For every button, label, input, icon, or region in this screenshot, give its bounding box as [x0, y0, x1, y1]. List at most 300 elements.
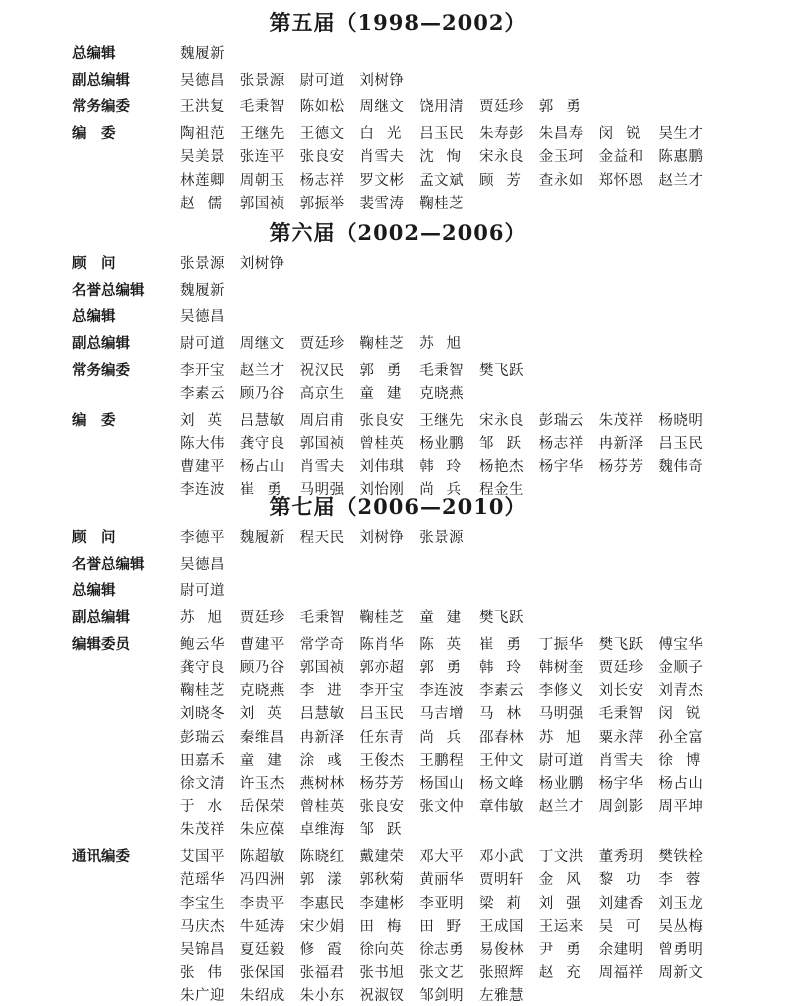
- role-label: 总编辑: [72, 45, 116, 62]
- name-row: [180, 434, 718, 454]
- member-name: 王鹏程: [419, 752, 465, 769]
- member-name: 鞠桂芝: [419, 195, 465, 212]
- member-name: 李建彬: [359, 895, 405, 912]
- member-name: 程天民: [299, 530, 345, 546]
- member-name: 郑怀恩: [598, 172, 644, 189]
- member-name: 陈惠鹏: [658, 149, 704, 166]
- member-name: 吴生才: [658, 126, 704, 143]
- member-name: 李连波: [419, 683, 465, 700]
- member-name: 李宝生: [180, 895, 225, 912]
- name-row: [180, 940, 718, 960]
- member-name: 田梅: [359, 918, 415, 935]
- name-row: [180, 608, 718, 628]
- member-name: 李亚明: [419, 895, 465, 912]
- member-name: 郭漾: [299, 872, 355, 889]
- member-name: 张景源: [419, 530, 465, 546]
- member-name: 刘青杰: [658, 683, 704, 700]
- name-row: [180, 281, 718, 301]
- member-name: 王继先: [419, 412, 465, 429]
- member-name: 闵锐: [598, 126, 654, 143]
- member-name: 杨业鹏: [419, 435, 465, 452]
- member-name: 刘英: [180, 412, 235, 429]
- member-name: 吴锦昌: [180, 941, 225, 958]
- name-row: [180, 963, 718, 983]
- member-name: 卓维海: [299, 822, 345, 839]
- member-name: 郭国祯: [299, 435, 345, 452]
- member-name: 杨芬芳: [359, 776, 405, 792]
- member-name: 陈晓红: [299, 849, 345, 866]
- member-name: 粟永萍: [598, 729, 644, 746]
- member-name: 闵锐: [658, 706, 714, 723]
- member-name: 吴德昌: [180, 72, 225, 89]
- member-name: 郭国祯: [299, 660, 345, 676]
- member-name: 曾桂英: [359, 435, 405, 452]
- member-name: 刘英: [239, 706, 295, 723]
- member-name: 魏履新: [239, 530, 285, 546]
- member-name: 李进: [299, 683, 355, 700]
- member-name: 徐文清: [180, 776, 225, 792]
- member-name: 肖雪夫: [359, 149, 405, 166]
- member-name: 杨宇华: [538, 459, 584, 476]
- name-row: [180, 820, 718, 840]
- name-row: [180, 307, 718, 327]
- member-name: 刘树铮: [359, 72, 405, 89]
- name-row: [180, 581, 718, 601]
- member-name: 周朝玉: [239, 172, 285, 189]
- role-label: 名誉总编辑: [72, 281, 145, 299]
- member-name: 吴可: [598, 918, 654, 935]
- member-name: 马庆杰: [180, 918, 225, 935]
- member-name: 祝汉民: [299, 362, 345, 379]
- member-name: 高京生: [299, 386, 345, 402]
- member-name: 周福祥: [598, 965, 644, 982]
- member-name: 常学奇: [299, 636, 345, 653]
- member-name: 刘玉龙: [658, 895, 704, 912]
- member-name: 周平坤: [658, 799, 704, 816]
- member-name: 尹勇: [538, 941, 594, 958]
- member-name: 魏履新: [180, 282, 225, 299]
- member-name: 吕玉民: [359, 706, 405, 723]
- member-name: 彭瑞云: [538, 412, 584, 429]
- member-name: 朱昌寿: [538, 126, 584, 143]
- member-name: 刘强: [538, 895, 594, 912]
- member-name: 赵儒: [180, 195, 235, 212]
- member-name: 贾明轩: [479, 872, 524, 889]
- member-name: 徐向英: [359, 941, 405, 958]
- member-name: 郭勇: [359, 362, 415, 379]
- role-label: 总编辑: [72, 582, 116, 600]
- name-row: [180, 147, 718, 167]
- member-name: 徐志勇: [419, 941, 465, 958]
- member-name: 张良安: [359, 799, 405, 816]
- member-name: 朱应葆: [239, 822, 285, 839]
- member-name: 吴德昌: [180, 309, 225, 326]
- member-name: 张景源: [180, 256, 225, 272]
- member-name: 李贵平: [239, 895, 285, 912]
- member-name: 吕慧敏: [299, 706, 345, 723]
- member-name: 程金生: [479, 482, 524, 499]
- name-row: [180, 384, 718, 404]
- member-name: 余建明: [598, 941, 644, 958]
- member-name: 戴建荣: [359, 849, 405, 866]
- member-name: 童建: [239, 752, 295, 769]
- member-name: 邓小武: [479, 849, 524, 866]
- role-label: 顾 问: [72, 529, 116, 546]
- member-name: 童建: [419, 610, 475, 627]
- member-name: 李连波: [180, 482, 225, 499]
- member-name: 金顺子: [658, 660, 704, 676]
- role-label: 副总编辑: [72, 71, 130, 89]
- member-name: 邓大平: [419, 849, 465, 866]
- member-name: 肖雪夫: [299, 459, 345, 476]
- member-name: 吴美景: [180, 149, 225, 166]
- member-name: 顾芳: [479, 172, 534, 189]
- role-label: 顾 问: [72, 255, 116, 272]
- member-name: 马明强: [299, 482, 345, 499]
- member-name: 张书旭: [359, 965, 405, 982]
- member-name: 顾乃谷: [239, 386, 285, 402]
- member-name: 黎功: [598, 872, 654, 889]
- name-row: [180, 44, 718, 64]
- role-label: 常务编委: [72, 98, 130, 116]
- member-name: 陈超敏: [239, 849, 285, 866]
- member-name: 许玉杰: [239, 776, 285, 792]
- member-name: 罗文彬: [359, 172, 405, 189]
- member-name: 周启甫: [299, 412, 345, 429]
- member-name: 冉新泽: [299, 729, 345, 746]
- member-name: 魏伟奇: [658, 459, 704, 476]
- name-row: [180, 194, 718, 214]
- member-name: 尉可道: [538, 752, 584, 769]
- member-name: 樊飞跃: [479, 610, 524, 627]
- member-name: 冯四洲: [239, 872, 285, 889]
- name-row: [180, 457, 718, 477]
- member-name: 曾桂英: [299, 799, 345, 816]
- member-name: 白光: [359, 126, 415, 143]
- member-name: 韩树奎: [538, 660, 584, 676]
- name-row: [180, 71, 718, 91]
- name-row: [180, 555, 718, 575]
- member-name: 尉可道: [180, 583, 225, 600]
- member-name: 龚守良: [180, 660, 225, 676]
- member-name: 刘长安: [598, 683, 644, 700]
- member-name: 刘晓冬: [180, 706, 225, 723]
- member-name: 金风: [538, 872, 594, 889]
- member-name: 曹建平: [180, 459, 225, 476]
- member-name: 樊铁栓: [658, 849, 704, 866]
- member-name: 张保国: [239, 965, 285, 982]
- member-name: 李德平: [180, 530, 225, 546]
- member-name: 魏履新: [180, 46, 225, 62]
- member-name: 郭振举: [299, 195, 345, 212]
- member-name: 毛秉智: [299, 610, 345, 627]
- member-name: 修霞: [299, 941, 355, 958]
- member-name: 周继文: [359, 99, 405, 116]
- member-name: 左雅慧: [479, 988, 524, 1005]
- member-name: 董秀玥: [598, 849, 644, 866]
- member-name: 贾廷珍: [299, 336, 345, 353]
- member-name: 贾廷珍: [598, 660, 644, 676]
- member-name: 克晓燕: [419, 386, 465, 402]
- role-label: 副总编辑: [72, 335, 130, 353]
- name-row: [180, 681, 718, 701]
- member-name: 张良安: [299, 149, 345, 166]
- member-name: 秦维昌: [239, 729, 285, 746]
- member-name: 孟文斌: [419, 172, 465, 189]
- member-name: 苏旭: [180, 610, 235, 627]
- member-name: 王俊杰: [359, 752, 405, 769]
- member-name: 曾勇明: [658, 941, 704, 958]
- member-name: 赵兰才: [538, 799, 584, 816]
- member-name: 周继文: [239, 336, 285, 353]
- name-row: [180, 751, 718, 771]
- role-label: 编 委: [72, 125, 116, 143]
- term-title: 第五届（1998—2002）: [269, 10, 527, 35]
- member-name: 刘树铮: [359, 530, 405, 546]
- member-name: 赵充: [538, 965, 594, 982]
- member-name: 李素云: [479, 683, 524, 700]
- member-name: 吴德昌: [180, 556, 225, 573]
- member-name: 韩玲: [419, 459, 475, 476]
- member-name: 冉新泽: [598, 435, 644, 452]
- member-name: 苏旭: [419, 336, 475, 353]
- member-name: 夏廷毅: [239, 941, 285, 958]
- member-name: 杨业鹏: [538, 776, 584, 792]
- member-name: 马吉增: [419, 706, 465, 723]
- member-name: 苏旭: [538, 729, 594, 746]
- member-name: 朱小东: [299, 988, 345, 1005]
- member-name: 李修义: [538, 683, 584, 700]
- member-name: 邹剑明: [419, 988, 465, 1005]
- member-name: 张福君: [299, 965, 345, 982]
- member-name: 鞠桂芝: [359, 610, 405, 627]
- member-name: 李惠民: [299, 895, 345, 912]
- member-name: 刘伟琪: [359, 459, 405, 476]
- name-row: [180, 847, 718, 867]
- member-name: 祝淑钗: [359, 988, 405, 1005]
- member-name: 杨占山: [239, 459, 285, 476]
- name-row: [180, 97, 718, 117]
- member-name: 郭勇: [419, 660, 475, 676]
- name-row: [180, 361, 718, 381]
- member-name: 朱广迎: [180, 988, 225, 1005]
- name-row: [180, 254, 718, 274]
- member-name: 张景源: [239, 72, 285, 89]
- member-name: 任东青: [359, 729, 405, 746]
- member-name: 田野: [419, 918, 475, 935]
- member-name: 周剑影: [598, 799, 644, 816]
- member-name: 李开宝: [180, 362, 225, 379]
- member-name: 牛延涛: [239, 918, 285, 935]
- role-label: 编 委: [72, 411, 116, 429]
- member-name: 克晓燕: [239, 683, 285, 700]
- member-name: 吴丛梅: [658, 918, 704, 935]
- member-name: 陈如松: [299, 99, 345, 116]
- name-row: [180, 528, 718, 548]
- member-name: 刘树铮: [239, 256, 285, 272]
- member-name: 樊飞跃: [598, 636, 644, 653]
- member-name: 宋永良: [479, 149, 524, 166]
- member-name: 陈肖华: [359, 636, 405, 653]
- member-name: 吕慧敏: [239, 412, 285, 429]
- member-name: 毛秉智: [419, 362, 465, 379]
- member-name: 杨文峰: [479, 776, 524, 792]
- member-name: 王洪复: [180, 99, 225, 116]
- member-name: 刘怡刚: [359, 482, 405, 499]
- member-name: 朱茂祥: [180, 822, 225, 839]
- role-label: 总编辑: [72, 308, 116, 326]
- member-name: 杨芬芳: [598, 459, 644, 476]
- member-name: 毛秉智: [239, 99, 285, 116]
- member-name: 岳保荣: [239, 799, 285, 816]
- member-name: 涂彧: [299, 752, 355, 769]
- member-name: 查永如: [538, 172, 584, 189]
- member-name: 毛秉智: [598, 706, 644, 723]
- member-name: 李素云: [180, 386, 225, 402]
- member-name: 张良安: [359, 412, 405, 429]
- name-row: [180, 635, 718, 655]
- member-name: 宋少娟: [299, 918, 345, 935]
- member-name: 曹建平: [239, 636, 285, 653]
- member-name: 邵春林: [479, 729, 524, 746]
- member-name: 张伟: [180, 965, 235, 982]
- member-name: 王德文: [299, 126, 345, 143]
- member-name: 朱绍成: [239, 988, 285, 1005]
- member-name: 金益和: [598, 149, 644, 166]
- member-name: 吕玉民: [658, 435, 704, 452]
- member-name: 朱寿彭: [479, 126, 524, 143]
- member-name: 鞠桂芝: [359, 336, 405, 353]
- member-name: 张文艺: [419, 965, 465, 982]
- member-name: 郭亦超: [359, 660, 405, 676]
- name-row: [180, 728, 718, 748]
- member-name: 裴雪涛: [359, 195, 405, 212]
- member-name: 燕树林: [299, 776, 345, 792]
- member-name: 梁莉: [479, 895, 534, 912]
- name-row: [180, 797, 718, 817]
- name-row: [180, 334, 718, 354]
- member-name: 韩玲: [479, 660, 534, 676]
- member-name: 尚兵: [419, 729, 475, 746]
- member-name: 杨志祥: [538, 435, 584, 452]
- member-name: 杨艳杰: [479, 459, 524, 476]
- member-name: 贾廷珍: [479, 99, 524, 116]
- term-title: 第六届（2002—2006）: [269, 220, 527, 245]
- member-name: 马明强: [538, 706, 584, 723]
- member-name: 陶祖范: [180, 126, 225, 143]
- role-label: 通讯编委: [72, 848, 130, 866]
- member-name: 童建: [359, 386, 415, 402]
- name-row: [180, 986, 718, 1006]
- member-name: 徐博: [658, 752, 714, 769]
- member-name: 王继先: [239, 126, 285, 143]
- member-name: 龚守良: [239, 435, 285, 452]
- member-name: 崔勇: [479, 636, 534, 653]
- member-name: 尉可道: [180, 336, 225, 353]
- member-name: 樊飞跃: [479, 362, 524, 379]
- name-row: [180, 704, 718, 724]
- member-name: 丁文洪: [538, 849, 584, 866]
- term-title: 第七届（2006—2010）: [269, 494, 527, 519]
- member-name: 金玉珂: [538, 149, 584, 166]
- member-name: 丁振华: [538, 636, 584, 653]
- member-name: 张照辉: [479, 965, 524, 982]
- member-name: 鞠桂芝: [180, 683, 225, 700]
- member-name: 王运来: [538, 918, 584, 935]
- member-name: 孙全富: [658, 729, 704, 746]
- member-name: 于水: [180, 799, 235, 816]
- member-name: 陈大伟: [180, 435, 225, 452]
- member-name: 吕玉民: [419, 126, 465, 143]
- member-name: 贾廷珍: [239, 610, 285, 627]
- member-name: 肖雪夫: [598, 752, 644, 769]
- member-name: 杨国山: [419, 776, 465, 792]
- member-name: 范瑶华: [180, 872, 225, 889]
- member-name: 彭瑞云: [180, 729, 225, 746]
- member-name: 宋永良: [479, 412, 524, 429]
- name-row: [180, 411, 718, 431]
- member-name: 王成国: [479, 918, 524, 935]
- name-row: [180, 658, 718, 678]
- name-row: [180, 774, 718, 794]
- member-name: 赵兰才: [239, 362, 285, 379]
- member-name: 田嘉禾: [180, 752, 225, 769]
- member-name: 饶用清: [419, 99, 465, 116]
- role-label: 副总编辑: [72, 609, 130, 627]
- member-name: 马林: [479, 706, 534, 723]
- name-row: [180, 917, 718, 937]
- name-row: [180, 124, 718, 144]
- member-name: 尉可道: [299, 72, 345, 89]
- member-name: 刘建香: [598, 895, 644, 912]
- member-name: 李开宝: [359, 683, 405, 700]
- member-name: 艾国平: [180, 849, 225, 866]
- name-row: [180, 894, 718, 914]
- member-name: 李蓉: [658, 872, 714, 889]
- member-name: 张连平: [239, 149, 285, 166]
- name-row: [180, 870, 718, 890]
- member-name: 邹跃: [359, 822, 415, 839]
- role-label: 编辑委员: [72, 635, 130, 653]
- name-row: [180, 171, 718, 191]
- member-name: 邹跃: [479, 435, 534, 452]
- member-name: 赵兰才: [658, 172, 704, 189]
- member-name: 崔勇: [239, 482, 295, 499]
- member-name: 王仲文: [479, 752, 524, 769]
- member-name: 尚兵: [419, 482, 475, 499]
- member-name: 沈恂: [419, 149, 475, 166]
- member-name: 郭勇: [538, 99, 594, 116]
- member-name: 朱茂祥: [598, 412, 644, 429]
- role-label: 常务编委: [72, 361, 130, 379]
- member-name: 傅宝华: [658, 636, 704, 653]
- member-name: 黄丽华: [419, 872, 465, 889]
- member-name: 张文仲: [419, 799, 465, 816]
- member-name: 章伟敏: [479, 799, 524, 816]
- member-name: 杨占山: [658, 776, 704, 792]
- member-name: 周新文: [658, 965, 704, 982]
- member-name: 杨晓明: [658, 412, 704, 429]
- member-name: 鲍云华: [180, 636, 225, 653]
- member-name: 顾乃谷: [239, 660, 285, 676]
- member-name: 杨志祥: [299, 172, 345, 189]
- role-label: 名誉总编辑: [72, 555, 145, 573]
- member-name: 林莲卿: [180, 172, 225, 189]
- member-name: 杨宇华: [598, 776, 644, 792]
- member-name: 易俊林: [479, 941, 524, 958]
- member-name: 郭秋菊: [359, 872, 405, 889]
- member-name: 陈英: [419, 636, 475, 653]
